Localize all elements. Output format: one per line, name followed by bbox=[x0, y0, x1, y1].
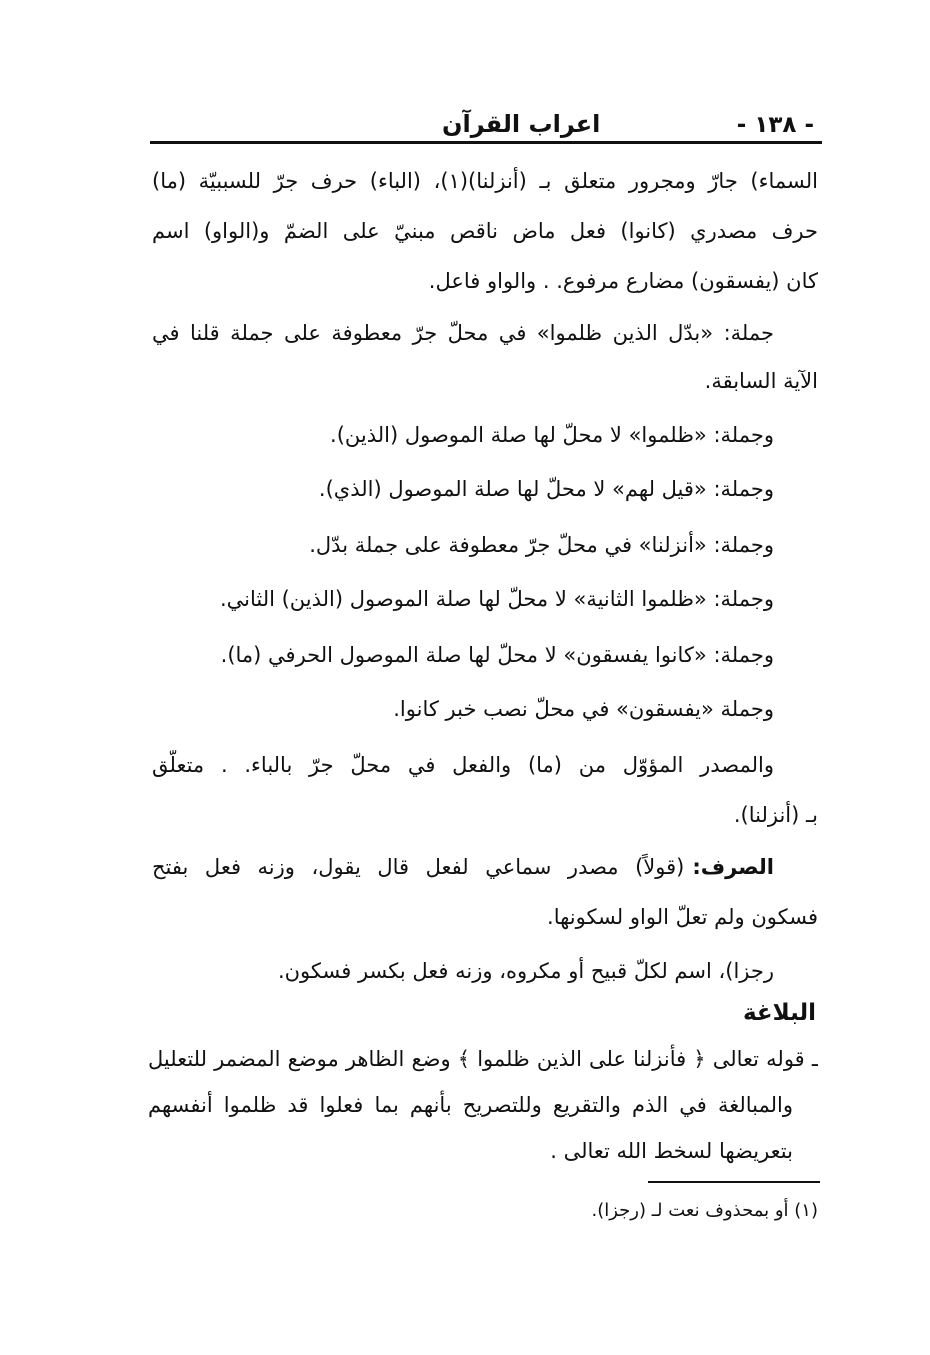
text-line-16: رجزا)، اسم لكلّ قبيح أو مكروه، وزنه فعل بكسر فسكون. bbox=[277, 959, 774, 983]
text-line-3: كان (يفسقون) مضارع مرفوع. . والواو فاعل. bbox=[428, 269, 818, 293]
header-rule bbox=[150, 141, 822, 144]
text-line-17: ـ قوله تعالى ﴿ فأنزلنا على الذين ظلموا ﴾ وضع الظاهر موضع المضمر للتعليل bbox=[148, 1047, 818, 1071]
text-line-12: والمصدر المؤوّل من (ما) والفعل في محلّ جرّ بالباء. . متعلّق bbox=[152, 753, 774, 777]
text-line-14: (قولاً) مصدر سماعي لفعل قال يقول، وزنه فعل بفتح bbox=[152, 855, 685, 879]
book-title: اعراب القرآن bbox=[442, 110, 601, 138]
section-heading-balagha: البلاغة bbox=[742, 1000, 816, 1026]
text-line-13: بـ (أنزلنا). bbox=[733, 803, 818, 827]
text-line-1: السماء) جارّ ومجرور متعلق بـ (أنزلنا)(١)، (الباء) حرف جرّ للسببيّة (ما) bbox=[152, 169, 818, 193]
footnote-rule bbox=[648, 1181, 820, 1183]
text-line-10: وجملة: «كانوا يفسقون» لا محلّ لها صلة الموصول الحرفي (ما). bbox=[220, 643, 774, 667]
text-line-18: والمبالغة في الذم والتقريع وللتصريح بأنهم بما فعلوا قد ظلموا أنفسهم bbox=[148, 1093, 793, 1117]
text-line-5: الآية السابقة. bbox=[704, 369, 818, 393]
text-line-8: وجملة: «أنزلنا» في محلّ جرّ معطوفة على جملة بدّل. bbox=[309, 533, 774, 557]
text-line-7: وجملة: «قيل لهم» لا محلّ لها صلة الموصول (الذي). bbox=[318, 477, 774, 501]
text-line-4: جملة: «بدّل الذين ظلموا» في محلّ جرّ معطوفة على جملة قلنا في bbox=[152, 321, 774, 345]
running-header bbox=[150, 96, 822, 142]
footnote: (١) أو بمحذوف نعت لـ (رجزا). bbox=[591, 1200, 818, 1221]
text-line-11: وجملة «يفسقون» في محلّ نصب خبر كانوا. bbox=[393, 697, 774, 721]
page-number: - ١٣٨ - bbox=[736, 112, 814, 138]
sarf-line bbox=[152, 852, 774, 884]
text-line-6: وجملة: «ظلموا» لا محلّ لها صلة الموصول (الذين). bbox=[330, 423, 774, 447]
text-line-19: بتعريضها لسخط الله تعالى . bbox=[550, 1139, 793, 1163]
text-line-15: فسكون ولم تعلّ الواو لسكونها. bbox=[547, 905, 818, 929]
sarf-label: الصرف: bbox=[692, 855, 774, 879]
text-line-2: حرف مصدري (كانوا) فعل ماض ناقص مبنيّ على الضمّ و(الواو) اسم bbox=[152, 219, 818, 243]
text-line-9: وجملة: «ظلموا الثانية» لا محلّ لها صلة الموصول (الذين) الثاني. bbox=[219, 587, 774, 611]
